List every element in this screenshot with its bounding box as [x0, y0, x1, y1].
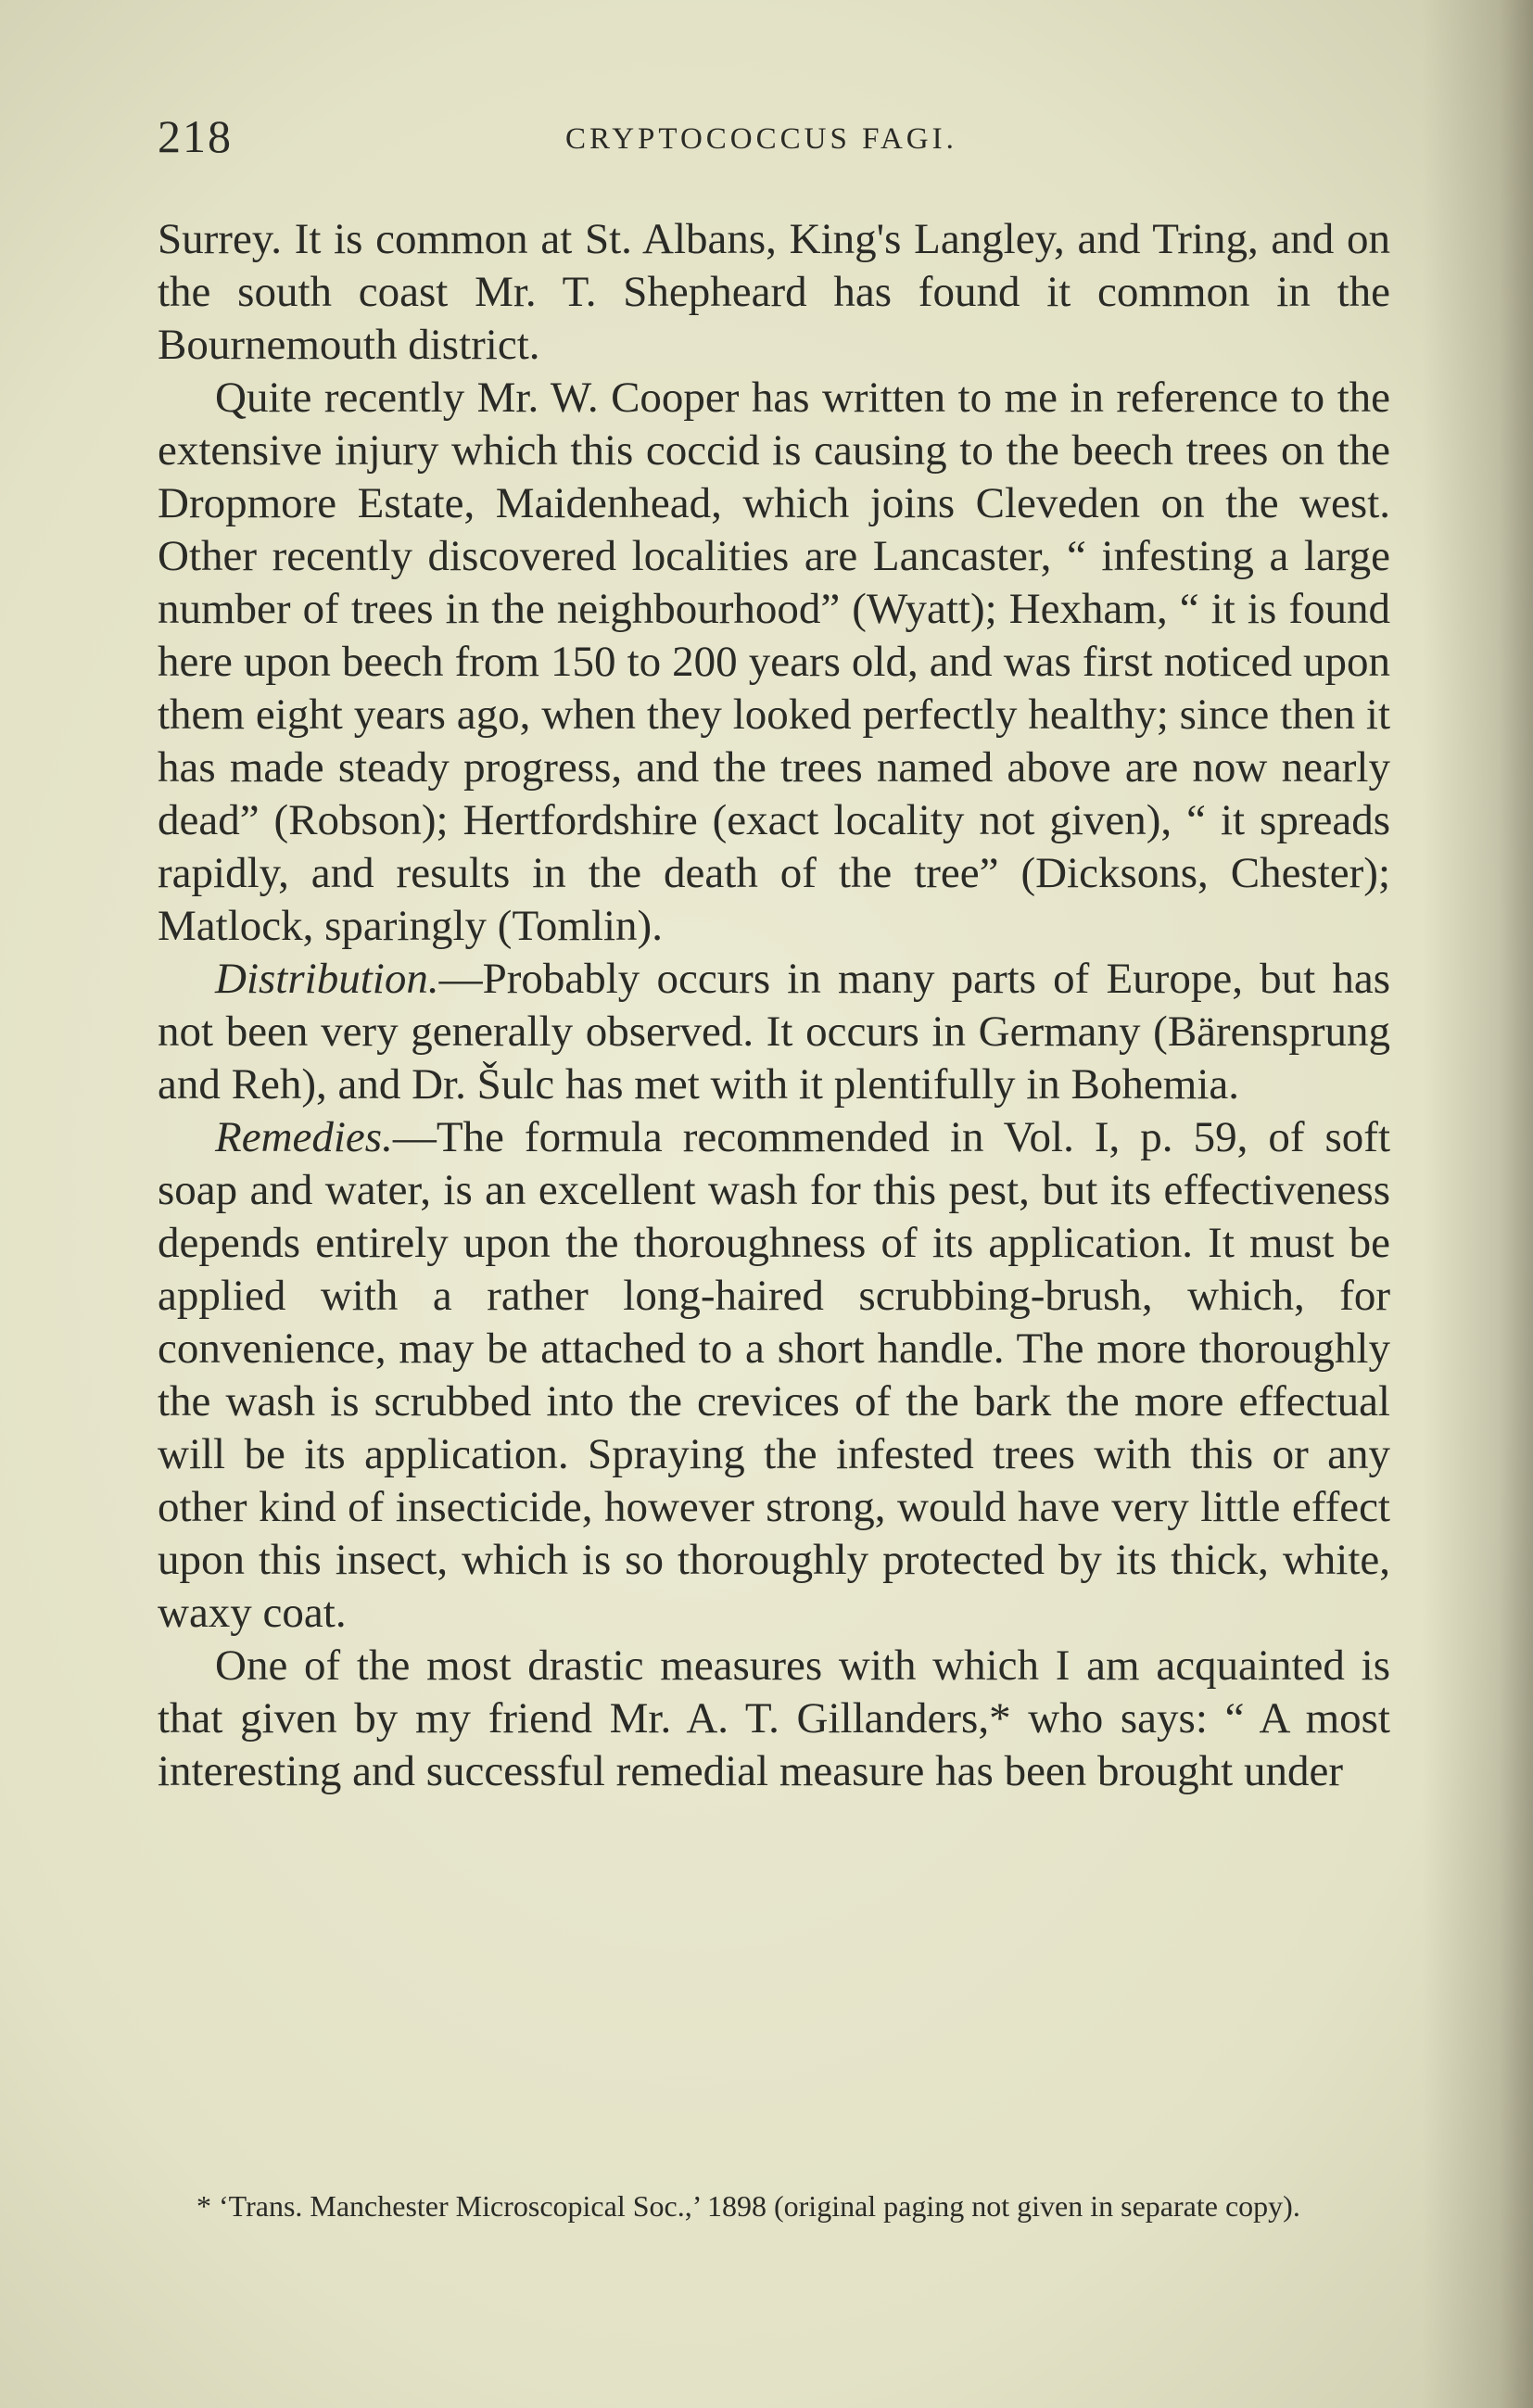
footnote: * ‘Trans. Manchester Microscopical Soc.,’ 1898 (original paging not given in separate copy). — [196, 2189, 1300, 2223]
running-title: CRYPTOCOCCUS FAGI. — [565, 122, 957, 156]
spine-shadow — [1422, 0, 1533, 2408]
paragraph-text: Surrey. It is common at St. Albans, King's Langley, and Tring, and on the south coast Mr. T. Shepheard has found it common in the Bournemouth district. — [158, 215, 1390, 369]
page-number: 218 — [158, 110, 233, 162]
paragraph-distribution — [158, 953, 1390, 1111]
paragraph-text: —Probably occurs in many parts of Europe, but has not been very generally observed. It occurs in Germany (Bärensprung and Reh), and Dr. Šulc has met with it plentifully in Bohemia. — [158, 955, 1390, 1109]
section-lead-remedies: Remedies. — [215, 1113, 393, 1161]
paragraph-surrey — [158, 213, 1390, 372]
section-lead-distribution: Distribution. — [215, 955, 439, 1003]
body-text — [158, 213, 1390, 1798]
paragraph-localities — [158, 372, 1390, 953]
paragraph-text: One of the most drastic measures with which I am acquainted is that given by my friend Mr. A. T. Gillanders,* who says: “ A most interesting and successful remedial measure has been brought under — [158, 1641, 1390, 1795]
paragraph-remedies — [158, 1111, 1390, 1640]
paragraph-drastic-measures — [158, 1640, 1390, 1798]
paragraph-text: Quite recently Mr. W. Cooper has written to me in reference to the extensive injury which this coccid is causing to the beech trees on the Dropmore Estate, Maidenhead, which joins Cleveden on the west. Other recently discovered localities are Lancaster, “ infesting a large number of trees in the neighbourhood” (Wyatt); Hexham, “ it is found here upon beech from 150 to 200 years old, and was first noticed upon them eight years ago, when they looked perfectly healthy; since then it has made steady progress, and the trees named above are now nearly dead” (Robson); Hertfordshire (exact locality not given), “ it spreads rapidly, and results in the death of the tree” (Dicksons, Chester); Matlock, sparingly (Tomlin). — [158, 374, 1390, 950]
paragraph-text: —The formula recommended in Vol. I, p. 59, of soft soap and water, is an excellent wash for this pest, but its effectiveness depends entirely upon the thoroughness of its application. It must be applied with a rather long-haired scrubbing-brush, which, for convenience, may be attached to a short handle. The more thoroughly the wash is scrubbed into the crevices of the bark the more effectual will be its application. Spraying the infested trees with this or any other kind of insecticide, however strong, would have very little effect upon this insect, which is so thoroughly protected by its thick, white, waxy coat. — [158, 1113, 1390, 1637]
running-head — [158, 109, 1390, 174]
